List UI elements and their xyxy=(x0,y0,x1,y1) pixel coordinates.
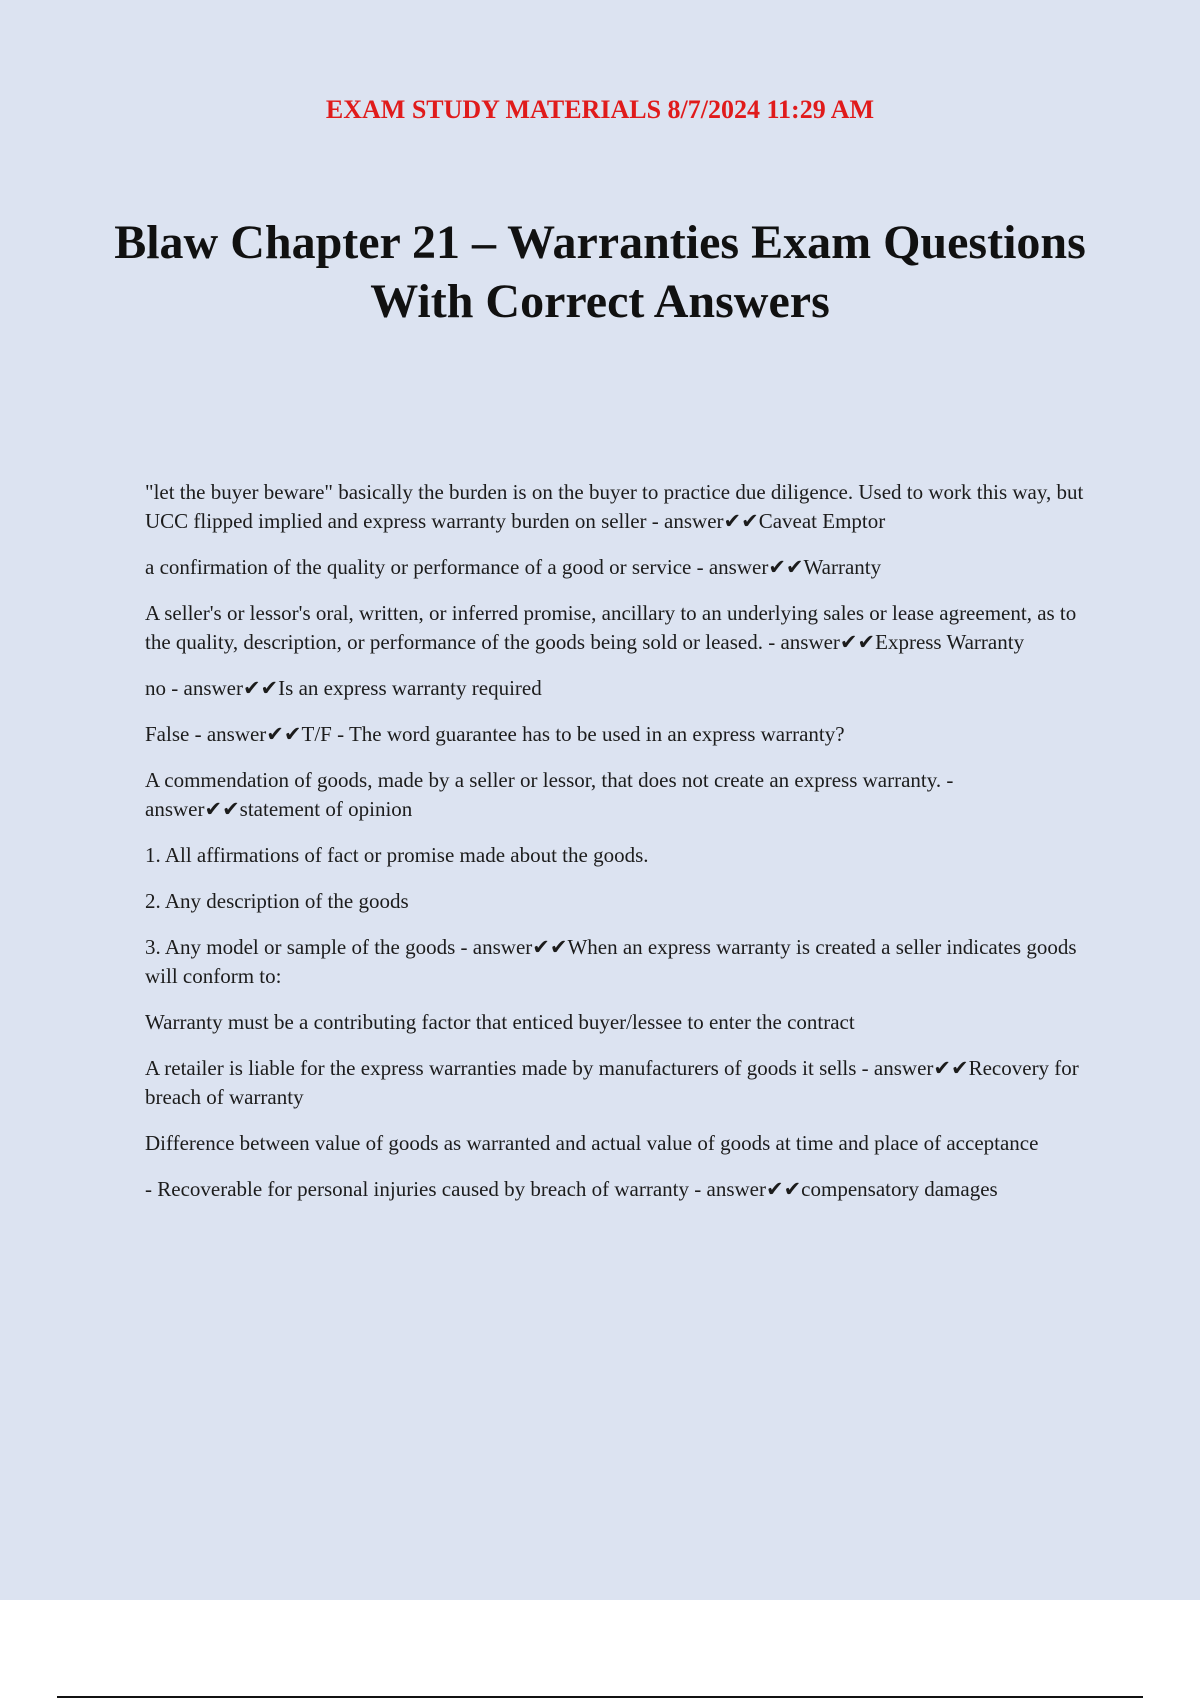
qa-item: - Recoverable for personal injuries caused by breach of warranty - answer✔✔compensatory damages xyxy=(145,1177,998,1201)
qa-item: no - answer✔✔Is an express warranty required xyxy=(145,676,542,700)
qa-item: Difference between value of goods as warranted and actual value of goods at time and place of acceptance xyxy=(145,1131,1039,1155)
document-title: Blaw Chapter 21 – Warranties Exam Questions With Correct Answers xyxy=(114,216,1086,328)
qa-item: A retailer is liable for the express warranties made by manufacturers of goods it sells - answer✔✔Recovery for breach of warranty xyxy=(145,1056,1079,1109)
qa-item: 2. Any description of the goods xyxy=(145,889,409,913)
qa-item: 3. Any model or sample of the goods - answer✔✔When an express warranty is created a seller indicates goods will conform to: xyxy=(145,935,1077,988)
qa-item: 1. All affirmations of fact or promise made about the goods. xyxy=(145,843,649,867)
qa-item: Warranty must be a contributing factor that enticed buyer/lessee to enter the contract xyxy=(145,1010,855,1034)
qa-item: A commendation of goods, made by a seller or lessor, that does not create an express warranty. - answer✔✔statement of opinion xyxy=(145,768,954,821)
qa-list xyxy=(145,478,1090,1221)
page-bottom-rule xyxy=(57,1696,1143,1698)
qa-item: False - answer✔✔T/F - The word guarantee has to be used in an express warranty? xyxy=(145,722,845,746)
qa-item: A seller's or lessor's oral, written, or inferred promise, ancillary to an underlying sales or lease agreement, as to the quality, description, or performance of the goods being sold or leased. - answer✔✔Express Warranty xyxy=(145,601,1077,654)
exam-stamp-header: EXAM STUDY MATERIALS 8/7/2024 11:29 AM xyxy=(325,95,875,124)
qa-item: "let the buyer beware" basically the burden is on the buyer to practice due diligence. Used to work this way, but UCC flipped implied and express warranty burden on seller - answer✔✔Caveat Emptor xyxy=(145,480,1084,533)
qa-item: a confirmation of the quality or performance of a good or service - answer✔✔Warranty xyxy=(145,555,882,579)
